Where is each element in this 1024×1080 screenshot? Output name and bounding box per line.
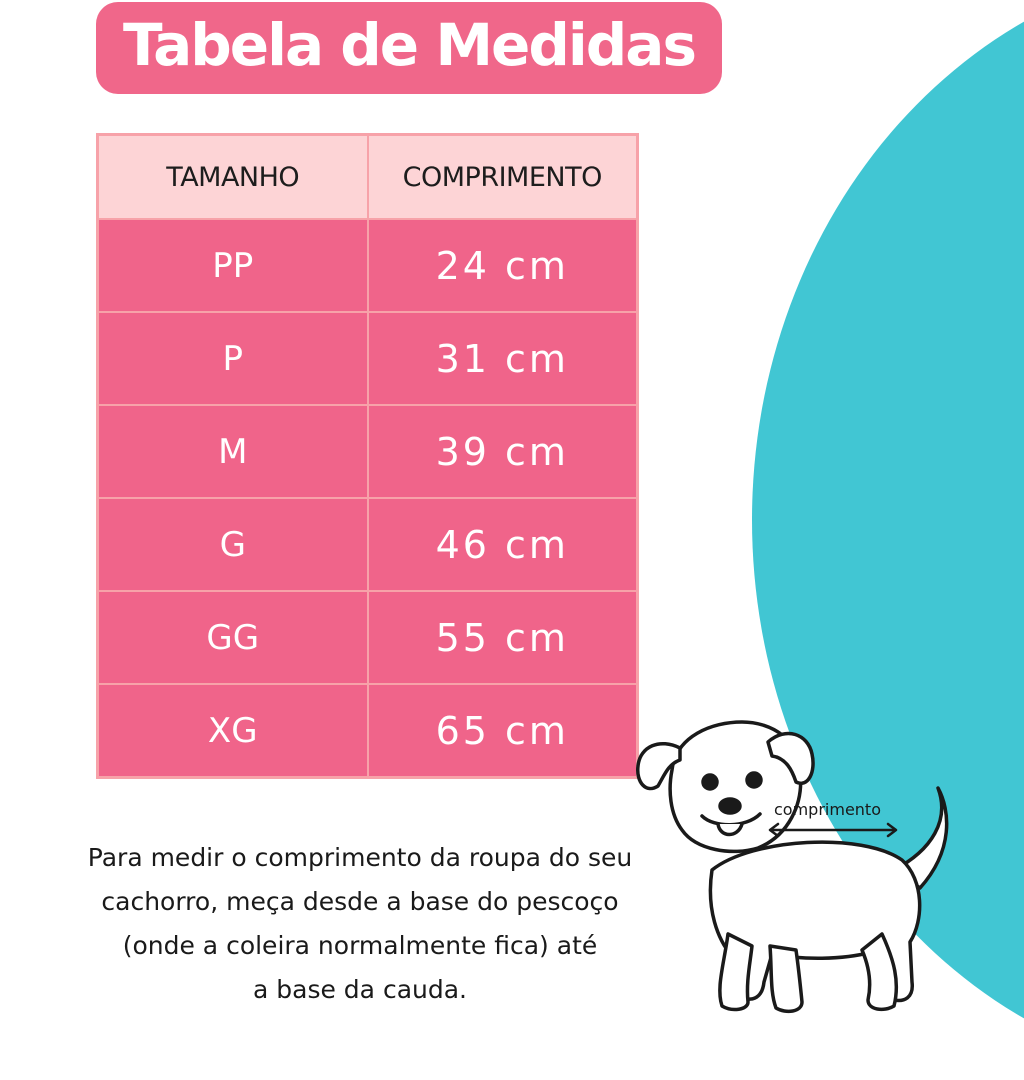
size-table	[96, 133, 639, 779]
title-banner	[96, 2, 722, 94]
size-cell: P	[98, 312, 368, 405]
table-row	[98, 219, 638, 312]
length-cell: 65 cm	[368, 684, 638, 778]
length-measure-label: comprimento	[774, 800, 881, 819]
length-cell: 24 cm	[368, 219, 638, 312]
instruction-line: cachorro, meça desde a base do pescoço	[101, 887, 619, 916]
table-row	[98, 591, 638, 684]
size-cell: GG	[98, 591, 368, 684]
size-cell: M	[98, 405, 368, 498]
table-row	[98, 405, 638, 498]
instruction-line: (onde a coleira normalmente fica) até	[122, 931, 598, 960]
header-length: COMPRIMENTO	[368, 135, 638, 220]
dog-icon	[632, 720, 962, 1020]
measurement-instructions	[40, 836, 680, 1012]
table-row	[98, 498, 638, 591]
length-cell: 39 cm	[368, 405, 638, 498]
length-cell: 55 cm	[368, 591, 638, 684]
instruction-line: a base da cauda.	[253, 975, 467, 1004]
instruction-line: Para medir o comprimento da roupa do seu	[87, 843, 633, 872]
size-cell: G	[98, 498, 368, 591]
table-row	[98, 312, 638, 405]
length-cell: 46 cm	[368, 498, 638, 591]
size-cell: XG	[98, 684, 368, 778]
table-header-row	[98, 135, 638, 220]
table-row	[98, 684, 638, 778]
size-cell: PP	[98, 219, 368, 312]
page-title: Tabela de Medidas	[123, 11, 695, 79]
header-size: TAMANHO	[98, 135, 368, 220]
length-cell: 31 cm	[368, 312, 638, 405]
